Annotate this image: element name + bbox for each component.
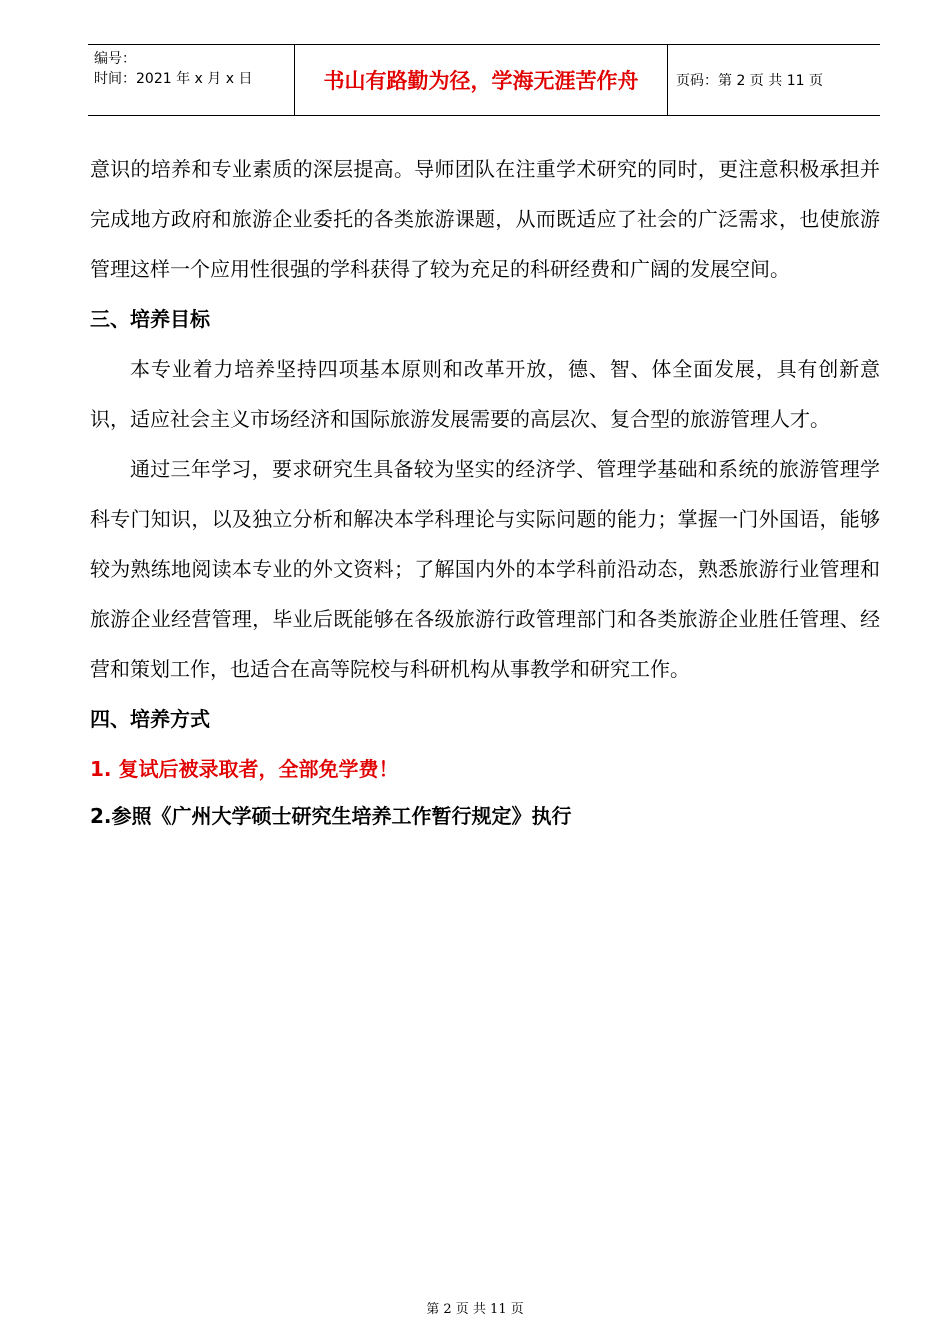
list-item-tuition: 1. 复试后被录取者，全部免学费！ [90, 757, 399, 781]
section-heading-goals: 三、培养目标 [90, 307, 210, 331]
list-item-regulation: 2.参照《广州大学硕士研究生培养工作暂行规定》执行 [90, 804, 572, 828]
page-footer: 第 2 页 共 11 页 [426, 1302, 524, 1317]
document-time: 时间：2021 年 x 月 x 日 [94, 71, 253, 87]
page-header [88, 44, 880, 116]
paragraph-continued: 意识的培养和专业素质的深层提高。导师团队在注重学术研究的同时，更注意积极承担并完成地方政府和旅游企业委托的各类旅游课题，从而既适应了社会的广泛需求，也使旅游管理这样一个应用性很强的学科获得了较为充足的科研经费和广阔的发展空间。 [90, 157, 880, 281]
paragraph-requirements: 通过三年学习，要求研究生具备较为坚实的经济学、管理学基础和系统的旅游管理学科专门知识，以及独立分析和解决本学科理论与实际问题的能力；掌握一门外国语，能够较为熟练地阅读本专业的外文资料；了解国内外的本学科前沿动态，熟悉旅游行业管理和旅游企业经营管理，毕业后既能够在各级旅游行政管理部门和各类旅游企业胜任管理、经营和策划工作，也适合在高等院校与科研机构从事教学和研究工作。 [90, 457, 880, 681]
header-page-number: 页码：第 2 页 共 11 页 [676, 73, 823, 89]
document-body [90, 144, 880, 838]
section-heading-methods: 四、培养方式 [90, 707, 210, 731]
header-meta [88, 45, 295, 115]
paragraph-goals: 本专业着力培养坚持四项基本原则和改革开放，德、智、体全面发展，具有创新意识，适应社会主义市场经济和国际旅游发展需要的高层次、复合型的旅游管理人才。 [90, 357, 880, 431]
header-motto: 书山有路勤为径，学海无涯苦作舟 [295, 45, 668, 115]
document-number: 编号： [94, 51, 136, 67]
